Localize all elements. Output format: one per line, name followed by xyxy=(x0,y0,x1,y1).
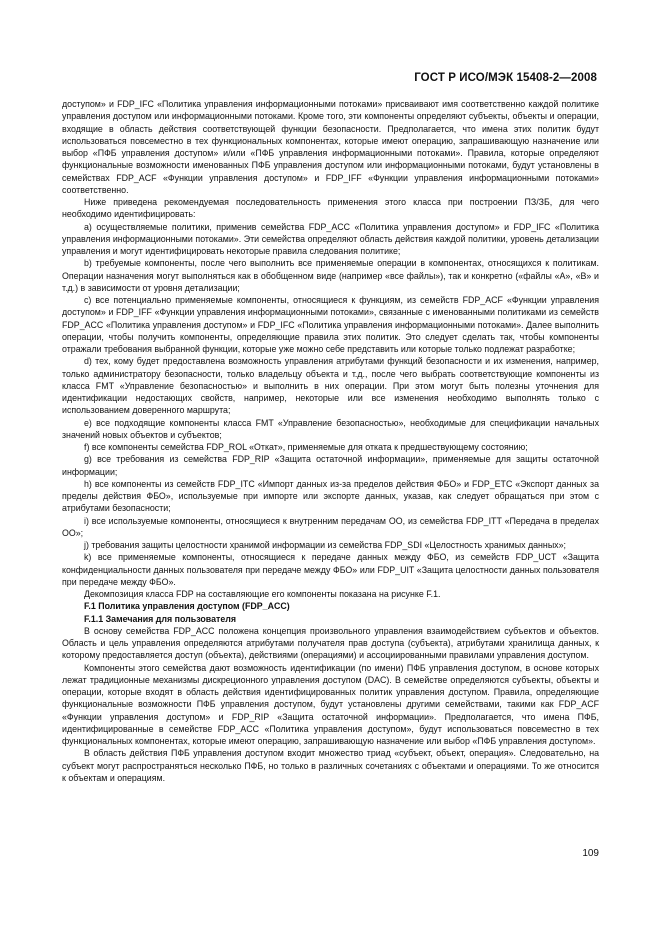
paragraph: В основу семейства FDP_ACC положена концепция произвольного управления взаимодействием субъектов и объектов. Область и цель управления определяются атрибутами получателя прав доступа (субъекта), атрибутами хранилища данных, к которому предоставляется доступ (объекта), действиями (операциями) и ассоциированными правилами управления доступом. xyxy=(62,625,599,661)
paragraph: h) все компоненты из семейств FDP_ITC «Импорт данных из-за пределов действия ФБО» и FDP_ETC «Экспорт данных за пределы действия ФБО», используемые при импорте или экспорте данных, указав, как следует обращаться при этом с атрибутами безопасности; xyxy=(62,478,599,514)
document-header: ГОСТ Р ИСО/МЭК 15408-2—2008 xyxy=(414,72,597,84)
section-heading: F.1 Политика управления доступом (FDP_ACC) xyxy=(84,601,290,612)
document-body xyxy=(62,98,599,784)
paragraph: i) все используемые компоненты, относящиеся к внутренним передачам ОО, из семейства FDP_ITT «Передача в пределах ОО»; xyxy=(62,515,599,538)
paragraph: Декомпозиция класса FDP на составляющие его компоненты показана на рисунке F.1. xyxy=(84,589,441,599)
paragraph: f) все компоненты семейства FDP_ROL «Откат», применяемые для отката к предшествующему состоянию; xyxy=(84,442,528,452)
paragraph: c) все потенциально применяемые компоненты, относящиеся к функциям, из семейств FDP_ACF «Функции управления доступом» и FDP_IFF «Функции управления информационными потоками», связанные с именованными политиками из семейств FDP_ACC «Политика управления доступом» и FDP_IFC «Политика управления информационными потоками». Далее выполнить операции, чтобы получить компоненты, определяющие правила этих политик. Это следует сделать так, чтобы компоненты отражали требования выбранной функции, которые уже можно себе представить или которые только подлежат разработке; xyxy=(62,295,599,354)
paragraph: Компоненты этого семейства дают возможность идентификации (по имени) ПФБ управления доступом, в основе которых лежат традиционные механизмы дискреционного управления доступом (DAC). В семействе определяются субъекты, объекты и операции, которые входят в область действия идентифицированных политик управления доступом. Правила, определяющие функциональные возможности ПФБ управления доступом, будут установлены другими семействами, такими как FDP_ACF «Функции управления доступом» и FDP_RIP «Защита остаточной информации». Предполагается, что имена ПФБ, идентифицированные в семействе FDP_ACC «Политика управления доступом», будут использоваться повсеместно в тех функциональных компонентах, которые имеют операцию, запрашивающую назначение или выбор «ПФБ управления доступом». xyxy=(62,662,599,746)
paragraph: доступом» и FDP_IFC «Политика управления информационными потоками» присваивают имя соответственно каждой политике управления доступом или информационными потоками. Кроме того, эти компоненты определяют субъекты, объекты и операции, входящие в область действия соответствующей функции безопасности. Предполагается, что имена этих политик будут использоваться повсеместно в тех функциональных компонентах, которые имеют операцию, запрашивающую назначение или выбор «ПФБ управления доступом» и/или «ПФБ управления информационными потоками». Правила, которые определяют функциональные возможности именованных ПФБ управления доступом или информационными потоками, будут установлены в семействах FDP_ACF «Функции управления доступом» и FDP_IFF «Функции управления информационными потоками» соответственно. xyxy=(62,99,599,195)
paragraph: Ниже приведена рекомендуемая последовательность применения этого класса при построении ПЗ/ЗБ, для чего необходимо идентифицировать: xyxy=(62,197,599,220)
paragraph: d) тех, кому будет предоставлена возможность управления атрибутами функций безопасности и их изменения, например, только администратору безопасности, только владельцу объекта и т.д., после чего выбрать соответствующие компоненты из класса FMT «Управление безопасностью» и выполнить в них операции. При этом могут быть полезны уточнения для идентификации недостающих свойств, например, некоторые или все изменения необходимо выполнять только с использованием доверенного маршрута; xyxy=(62,356,599,416)
section-heading: F.1.1 Замечания для пользователя xyxy=(84,613,237,624)
paragraph: В область действия ПФБ управления доступом входит множество триад «субъект, объект, операция». Следовательно, на субъект могут распространяться несколько ПФБ, но только в различных сочетаниях с объектами и операциями. То же относится к объектам и операциям. xyxy=(62,748,599,783)
paragraph: e) все подходящие компоненты класса FMT «Управление безопасностью», необходимые для спецификации начальных значений новых объектов и субъектов; xyxy=(62,417,599,440)
paragraph: g) все требования из семейства FDP_RIP «Защита остаточной информации», применяемые для защиты остаточной информации; xyxy=(62,454,599,477)
paragraph: k) все применяемые компоненты, относящиеся к передаче данных между ФБО, из семейств FDP_UCT «Защита конфиденциальности данных пользователя при передаче между ФБО» или FDP_UIT «Защита целостности данных пользователя при передаче между ФБО». xyxy=(62,552,599,587)
paragraph: j) требования защиты целостности хранимой информации из семейства FDP_SDI «Целостность хранимых данных»; xyxy=(84,540,566,550)
paragraph: b) требуемые компоненты, после чего выполнить все применяемые операции в компонентах, относящихся к политикам. Операции назначения могут выполняться как в обобщенном виде (например «все файлы»), так и конкретно («файлы «А», «В» и т.д.) в зависимости от уровня детализации; xyxy=(62,258,599,293)
page-number: 109 xyxy=(582,848,599,859)
paragraph: a) осуществляемые политики, применив семейства FDP_ACC «Политика управления доступом» и FDP_IFC «Политика управления информационными потоками». Эти семейства определяют область действия каждой политики, уровень детализации управления и могут идентифицировать некоторые правила следования политике; xyxy=(62,221,599,256)
